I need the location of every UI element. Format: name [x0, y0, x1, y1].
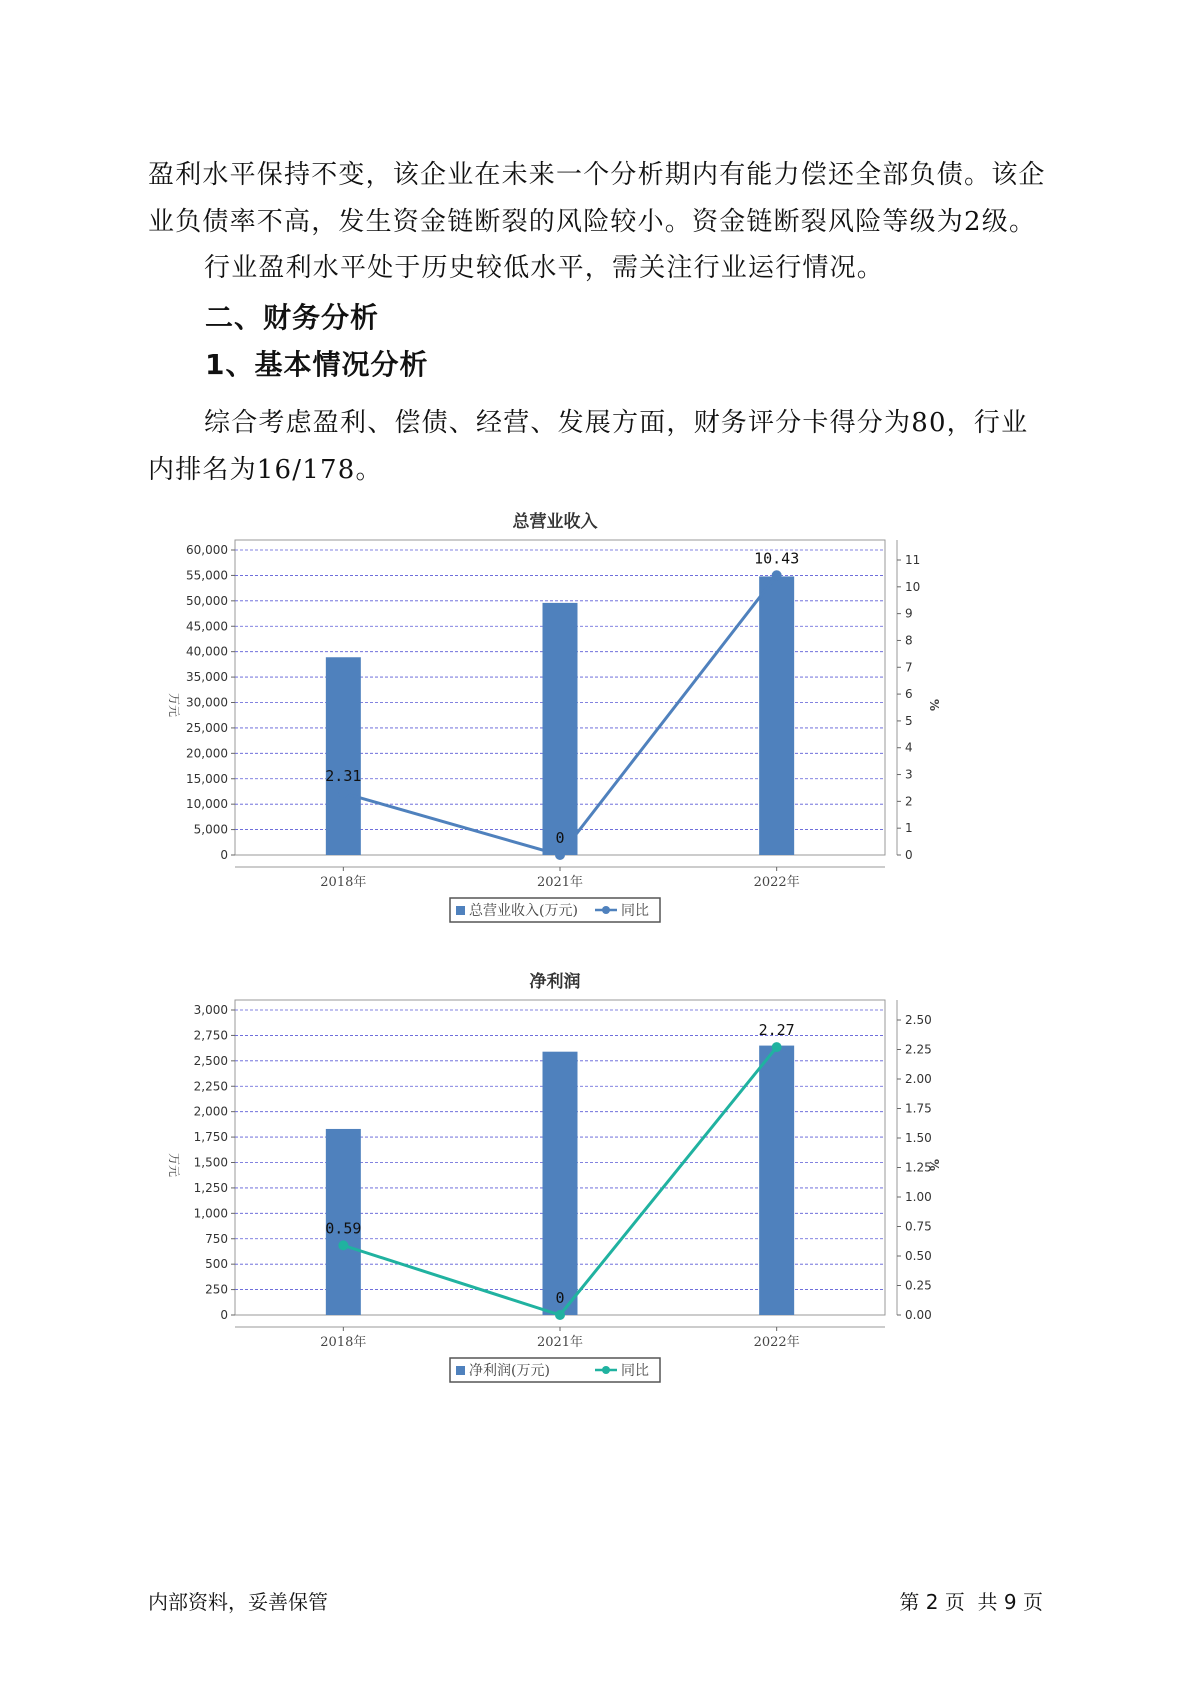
y2-tick-label: 1.00	[905, 1190, 932, 1204]
legend-line-marker	[602, 1366, 610, 1374]
chart-legend	[450, 1358, 660, 1382]
subsection-heading: 1、基本情况分析	[205, 348, 429, 381]
yoy-point	[338, 788, 348, 798]
section-heading: 二、财务分析	[205, 301, 380, 334]
y2-tick-label: 9	[905, 606, 913, 621]
y2-tick-label: 1.75	[905, 1101, 932, 1116]
bar	[543, 1052, 578, 1315]
y2-tick-label: 10	[905, 579, 921, 594]
y-tick-label: 1,000	[193, 1206, 228, 1221]
y-tick-label: 750	[205, 1231, 228, 1246]
chart-legend	[450, 898, 660, 922]
footer-page-number: 第 2 页 共 9 页	[899, 1590, 1043, 1614]
y-tick-label: 0	[220, 1308, 228, 1322]
y-tick-label: 2,500	[193, 1053, 228, 1068]
yoy-point	[555, 1310, 565, 1320]
y2-tick-label: 2	[905, 794, 913, 809]
net-profit-chart	[150, 965, 1050, 1435]
y2-tick-label: 1.50	[905, 1131, 932, 1145]
yoy-data-label: 0	[555, 1289, 565, 1307]
bar	[759, 576, 794, 855]
yoy-point	[555, 850, 565, 860]
y2-axis-label: %	[927, 1158, 941, 1172]
y-tick-label: 250	[205, 1282, 228, 1297]
y-tick-label: 15,000	[186, 771, 228, 786]
yoy-point	[338, 1240, 348, 1250]
y-tick-label: 1,250	[193, 1180, 228, 1195]
y2-tick-label: 0	[905, 848, 913, 862]
y2-tick-label: 0.75	[905, 1219, 932, 1234]
yoy-point	[772, 570, 782, 580]
y-tick-label: 10,000	[186, 797, 228, 812]
chart-title: 净利润	[529, 972, 581, 992]
bar	[759, 1046, 794, 1315]
yoy-data-label: 10.43	[754, 549, 800, 568]
y2-tick-label: 7	[905, 660, 913, 675]
y-tick-label: 50,000	[186, 593, 228, 608]
y2-tick-label: 8	[905, 633, 913, 648]
y2-tick-label: 2.25	[905, 1042, 932, 1057]
y-tick-label: 55,000	[186, 568, 228, 583]
y2-tick-label: 4	[905, 740, 913, 755]
yoy-point	[772, 1042, 782, 1052]
y-tick-label: 25,000	[186, 720, 228, 735]
y2-tick-label: 0.50	[905, 1249, 932, 1263]
legend-bar-swatch	[456, 1366, 465, 1375]
chart-title: 总营业收入	[512, 512, 598, 532]
legend-line-marker	[602, 906, 610, 914]
legend-bar-swatch	[456, 906, 465, 915]
y2-tick-label: 5	[905, 713, 913, 728]
yoy-data-label: 0	[555, 829, 565, 847]
y2-axis-label: %	[927, 698, 941, 712]
y-axis-label: 万元	[167, 692, 181, 718]
legend-bar-label: 总营业收入(万元)	[469, 903, 578, 919]
y-tick-label: 1,750	[193, 1130, 228, 1145]
footer-confidential: 内部资料，妥善保管	[148, 1590, 328, 1614]
y2-tick-label: 2.50	[905, 1013, 932, 1027]
y2-tick-label: 2.00	[905, 1072, 932, 1086]
yoy-data-label: 2.31	[325, 767, 362, 786]
bar	[326, 657, 361, 855]
y-tick-label: 20,000	[186, 746, 228, 761]
bar	[543, 603, 578, 855]
y-tick-label: 40,000	[186, 644, 228, 659]
y-tick-label: 1,500	[193, 1155, 228, 1170]
y2-tick-label: 3	[905, 767, 913, 782]
yoy-data-label: 2.27	[758, 1021, 795, 1040]
y2-tick-label: 6	[905, 687, 913, 702]
x-tick-label: 2018年	[320, 1335, 367, 1350]
y-tick-label: 3,000	[193, 1003, 228, 1017]
y2-tick-label: 0.00	[905, 1308, 932, 1322]
paragraph-scorecard: 综合考虑盈利、偿债、经营、发展方面，财务评分卡得分为80，行业内排名为16/178。	[148, 408, 1029, 485]
y-tick-label: 45,000	[186, 619, 228, 634]
y-tick-label: 60,000	[186, 543, 228, 557]
y2-tick-label: 0.25	[905, 1278, 932, 1293]
y-tick-label: 500	[205, 1257, 228, 1272]
paragraph-industry-note: 行业盈利水平处于历史较低水平，需关注行业运行情况。	[204, 253, 885, 283]
y-axis-label: 万元	[167, 1152, 181, 1178]
x-tick-label: 2022年	[753, 1335, 800, 1350]
y-tick-label: 5,000	[193, 822, 228, 837]
y-tick-label: 35,000	[186, 670, 228, 685]
y2-tick-label: 11	[905, 553, 921, 567]
y2-tick-label: 1.25	[905, 1160, 932, 1175]
x-tick-label: 2021年	[536, 1335, 584, 1350]
legend-line-label: 同比	[621, 903, 649, 919]
x-tick-label: 2018年	[320, 875, 367, 890]
yoy-data-label: 0.59	[325, 1219, 362, 1238]
y-tick-label: 2,000	[193, 1104, 228, 1119]
x-tick-label: 2021年	[536, 875, 584, 890]
legend-line-label: 同比	[621, 1363, 649, 1379]
y-tick-label: 2,250	[193, 1079, 228, 1094]
y2-tick-label: 1	[905, 821, 913, 836]
x-tick-label: 2022年	[753, 875, 800, 890]
y-tick-label: 0	[220, 848, 228, 862]
paragraph-risk-summary: 盈利水平保持不变，该企业在未来一个分析期内有能力偿还全部负债。该企业负债率不高，发生资金链断裂的风险较小。资金链断裂风险等级为2级。	[148, 160, 1046, 237]
revenue-chart	[150, 505, 1050, 975]
legend-bar-label: 净利润(万元)	[469, 1363, 550, 1379]
y-tick-label: 2,750	[193, 1028, 228, 1043]
y-tick-label: 30,000	[186, 695, 228, 710]
